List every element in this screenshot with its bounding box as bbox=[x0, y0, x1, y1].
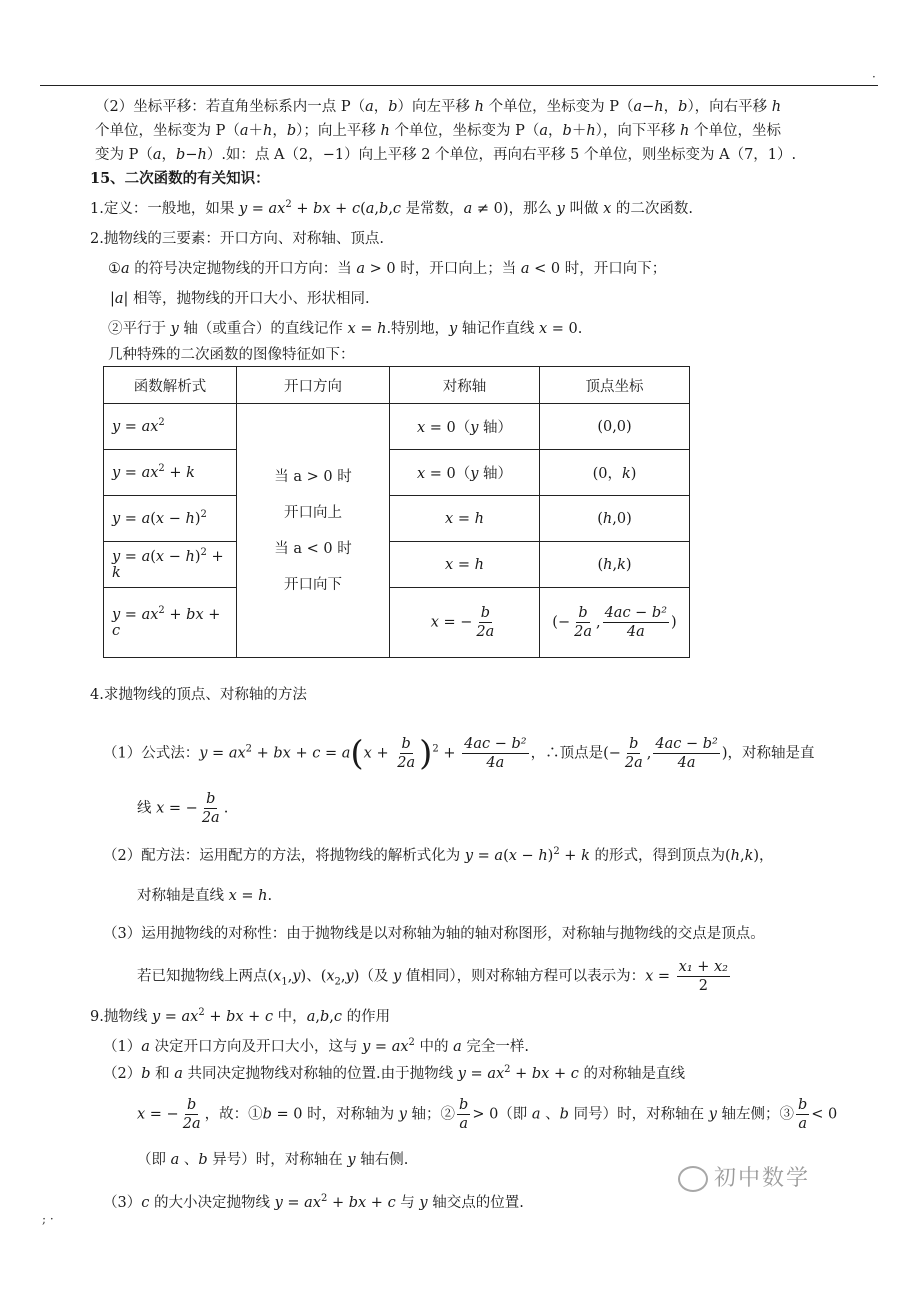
watermark bbox=[678, 1161, 810, 1192]
cell-vertex: (0，k) bbox=[540, 450, 690, 496]
quadratic-table bbox=[103, 366, 690, 658]
method-symmetry-line-2: 若已知抛物线上两点$(x_1,y)$、$(x_2,y)$（及 y 值相同），则对称轴方程可以表示为：x = $\frac{\text{x₁ + x₂}}{2}$ bbox=[137, 959, 728, 994]
header-vertex: 顶点坐标 bbox=[540, 367, 690, 404]
watermark-text: 初中数学 bbox=[714, 1166, 811, 1191]
cell-function: $y = ax^2$ + bx + c bbox=[104, 588, 237, 658]
direction-line: 当 a > 0 时 bbox=[274, 468, 352, 485]
cell-axis: x = − $\frac{b}{2a}$ bbox=[390, 588, 540, 658]
header-axis: 对称轴 bbox=[390, 367, 540, 404]
cell-vertex: (h,k) bbox=[540, 542, 690, 588]
translation-line-2: 个单位，坐标变为 P（a＋h，b）；向上平移 h 个单位，坐标变为 P（a，b＋h），向下平移 h 个单位，坐标 bbox=[95, 123, 781, 139]
direction-line: 开口向下 bbox=[284, 576, 342, 593]
corner-dot: · bbox=[872, 70, 876, 84]
cell-function: $y = ax^2$ bbox=[104, 404, 237, 450]
translation-line-3: 变为 P（a，b−h）.如：点 A（2，−1）向上平移 2 个单位，再向右平移 5 个单位，则坐标变为 A（7，1）. bbox=[95, 147, 797, 163]
three-elements: 2.抛物线的三要素：开口方向、对称轴、顶点. bbox=[90, 231, 384, 247]
table-row bbox=[104, 450, 690, 496]
role-b-line-1: （2）b 和 a 共同决定抛物线对称轴的位置.由于抛物线 $y = ax^2$ + bx + c 的对称轴是直线 bbox=[103, 1064, 685, 1082]
header-direction: 开口方向 bbox=[237, 367, 390, 404]
section-9-heading: 9.抛物线 $y = ax^2$ + bx + c 中，a,b,c 的作用 bbox=[90, 1007, 391, 1025]
header-function: 函数解析式 bbox=[104, 367, 237, 404]
section-15-heading: 15、二次函数的有关知识： bbox=[90, 170, 270, 187]
table-row bbox=[104, 588, 690, 658]
section-4-heading: 4.求抛物线的顶点、对称轴的方法 bbox=[90, 687, 307, 703]
cell-vertex: (h,0) bbox=[540, 496, 690, 542]
cell-vertex: (0,0) bbox=[540, 404, 690, 450]
cell-axis: x = 0（y 轴） bbox=[390, 450, 540, 496]
direction-line: 当 a < 0 时 bbox=[274, 540, 352, 557]
method-symmetry: （3）运用抛物线的对称性：由于抛物线是以对称轴为轴的轴对称图形，对称轴与抛物线的交点是顶点。 bbox=[103, 926, 765, 942]
header-rule bbox=[40, 85, 878, 86]
cell-axis: x = h bbox=[390, 496, 540, 542]
point-2: ②平行于 y 轴（或重合）的直线记作 x = h.特别地，y 轴记作直线 x = 0. bbox=[108, 321, 583, 337]
method-formula: （1）公式法：$y = ax^2$ + bx + c = a(x + $\frac{b}{2a}$ )$^2$ + $\frac{\text{4ac − b²}}{4a}$ ，∴顶点是(− $\frac{b}{2a}$ , $\frac{\text{4ac − b²}}{4a}$ )，对称轴是直 bbox=[103, 733, 815, 774]
direction-line: 开口向上 bbox=[284, 504, 342, 521]
role-a: （1）a 决定开口方向及开口大小，这与 $y = ax^2$ 中的 a 完全一样. bbox=[103, 1037, 529, 1055]
cell-function: $y = ax^2 + k$ bbox=[104, 450, 237, 496]
wechat-icon bbox=[678, 1166, 708, 1192]
cell-axis: x = 0（y 轴） bbox=[390, 404, 540, 450]
cell-direction bbox=[237, 404, 390, 658]
method-formula-line-2: 线 x = − $\frac{b}{2a}$ . bbox=[137, 791, 229, 826]
method-complete-square: （2）配方法：运用配方的方法，将抛物线的解析式化为 $y = a(x - h)^2 + k$ 的形式，得到顶点为(h,k)， bbox=[103, 846, 774, 864]
bottom-dots: ; · bbox=[42, 1212, 54, 1226]
role-b-line-3: （即 a 、b 异号）时，对称轴在 y 轴右侧. bbox=[137, 1152, 409, 1168]
table-row bbox=[104, 542, 690, 588]
cell-axis: x = h bbox=[390, 542, 540, 588]
cell-function: $y = a(x - h)^2 + k$ bbox=[104, 542, 237, 588]
translation-line-1: （2）坐标平移：若直角坐标系内一点 P（a，b）向左平移 h 个单位，坐标变为 P（a−h，b），向右平移 h bbox=[95, 99, 782, 115]
method-complete-square-line-2: 对称轴是直线 x = h. bbox=[137, 888, 273, 904]
table-row bbox=[104, 404, 690, 450]
point-1b: |a| 相等，抛物线的开口大小、形状相同. bbox=[110, 291, 370, 307]
point-1a: ①a 的符号决定抛物线的开口方向：当 a > 0 时，开口向上；当 a < 0 时，开口向下； bbox=[108, 261, 667, 277]
cell-function: $y = a(x - h)^2$ bbox=[104, 496, 237, 542]
table-row bbox=[104, 496, 690, 542]
table-intro: 几种特殊的二次函数的图像特征如下： bbox=[108, 347, 355, 363]
cell-vertex: (− $\frac{b}{2a}$ , $\frac{\text{4ac − b²}}{4a}$ ) bbox=[540, 588, 690, 658]
definition: 1.定义：一般地，如果 $y = ax^2$ + bx + c(a,b,c 是常数，a ≠ 0)，那么 y 叫做 x 的二次函数. bbox=[90, 199, 693, 217]
role-b-line-2: x = − $\frac{b}{2a}$ ，故：①b = 0 时，对称轴为 y 轴；② $\frac{b}{a}$ > 0（即 a 、b 同号）时，对称轴在 y 轴左侧；③ $\frac{b}{a}$ < 0 bbox=[137, 1097, 838, 1132]
role-c: （3）c 的大小决定抛物线 $y = ax^2$ + bx + c 与 y 轴交点的位置. bbox=[103, 1193, 524, 1211]
